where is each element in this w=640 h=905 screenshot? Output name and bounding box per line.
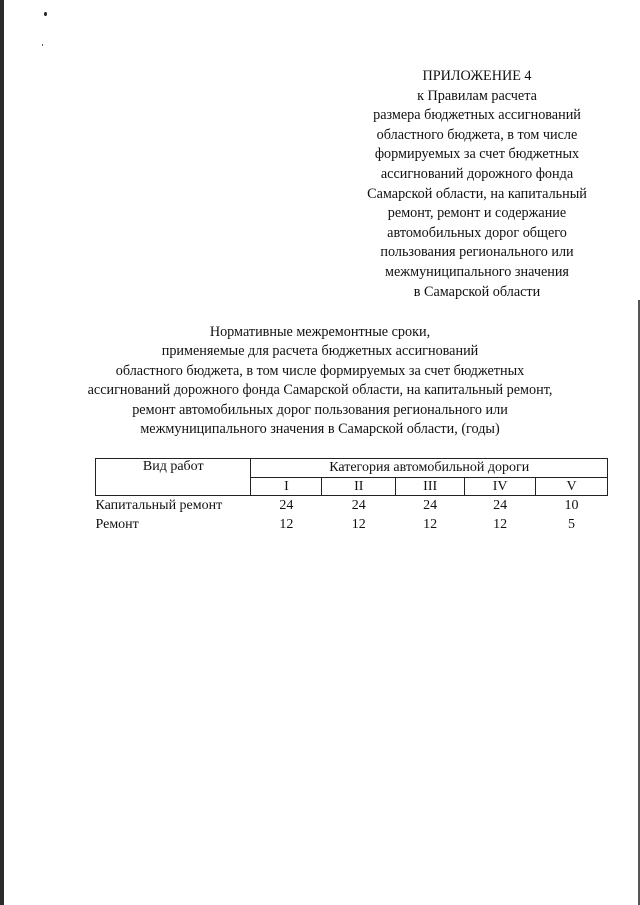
appendix-line: ПРИЛОЖЕНИЕ 4 xyxy=(422,68,532,84)
repair-terms-table xyxy=(95,458,608,534)
term-cell: 12 xyxy=(351,516,366,532)
appendix-line: областного бюджета, в том числе xyxy=(376,126,578,143)
appendix-line: Самарской области, на капитальный xyxy=(367,185,587,202)
term-cell: 10 xyxy=(564,497,579,513)
term-cell: 24 xyxy=(493,497,508,513)
scan-speck xyxy=(42,44,43,46)
appendix-line: в Самарской области xyxy=(413,283,541,300)
category-header-cell: IV xyxy=(465,478,536,496)
appendix-line: межмуниципального значения xyxy=(385,263,569,280)
title-line: Нормативные межремонтные сроки, xyxy=(209,324,431,340)
table-row xyxy=(96,496,608,516)
appendix-heading xyxy=(352,67,602,302)
category-header-cell: I xyxy=(251,478,322,496)
table-row xyxy=(96,515,608,534)
category-header-cell: II xyxy=(322,478,396,496)
appendix-line: формируемых за счет бюджетных xyxy=(374,146,580,163)
category-header-cell: V xyxy=(536,478,608,496)
term-cell: 12 xyxy=(493,516,508,532)
term-cell: 24 xyxy=(423,497,438,513)
term-cell: 12 xyxy=(423,516,438,532)
appendix-line: ремонт, ремонт и содержание xyxy=(387,205,567,222)
work-type-cell: Ремонт xyxy=(95,516,139,532)
title-line: ассигнований дорожного фонда Самарской области, на капитальный ремонт, xyxy=(87,382,553,399)
appendix-line: пользования регионального или xyxy=(380,244,574,261)
term-cell: 5 xyxy=(568,516,576,532)
category-header-cell: III xyxy=(396,478,465,496)
title-line: применяемые для расчета бюджетных ассигнований xyxy=(161,343,479,360)
appendix-line: размера бюджетных ассигнований xyxy=(373,107,581,124)
table-header-row xyxy=(96,459,608,478)
scan-edge-left xyxy=(0,0,4,905)
appendix-line: к Правилам расчета xyxy=(417,87,537,104)
term-cell: 24 xyxy=(279,497,294,513)
title-line: областного бюджета, в том числе формируемых за счет бюджетных xyxy=(115,362,525,379)
road-category-header: Категория автомобильной дороги xyxy=(251,459,608,478)
term-cell: 24 xyxy=(351,497,366,513)
title-line: ремонт автомобильных дорог пользования регионального или xyxy=(132,401,508,418)
appendix-line: ассигнований дорожного фонда xyxy=(380,165,574,182)
title-line: межмуниципального значения в Самарской области, (годы) xyxy=(140,421,500,438)
scan-speck xyxy=(44,12,47,16)
work-type-cell: Капитальный ремонт xyxy=(95,497,223,513)
work-type-header: Вид работ xyxy=(96,459,251,496)
document-title xyxy=(60,323,580,439)
appendix-line: автомобильных дорог общего xyxy=(387,224,567,241)
term-cell: 12 xyxy=(279,516,294,532)
